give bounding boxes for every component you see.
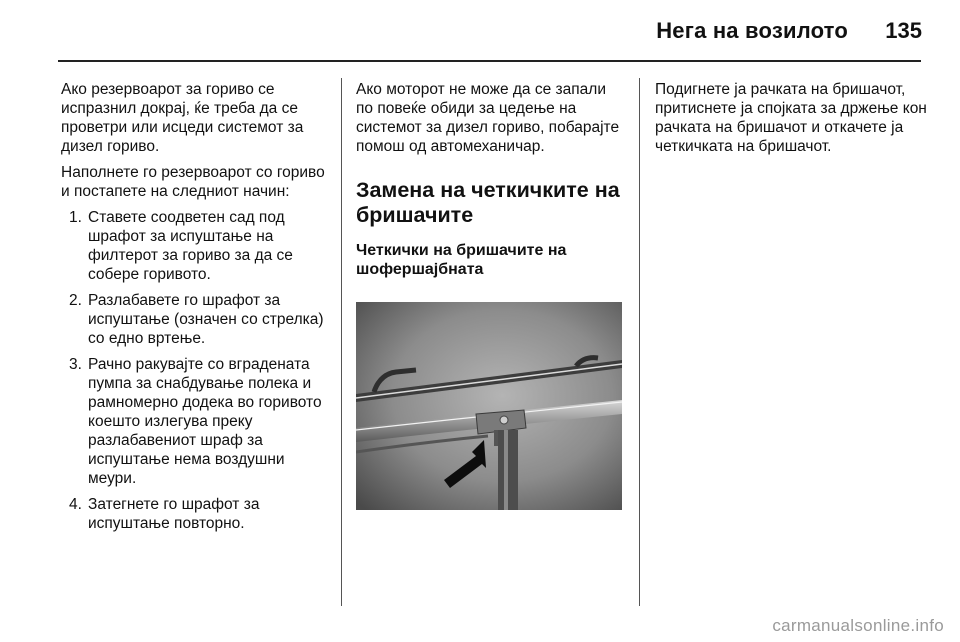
paragraph-fill-tank: Наполнете го резервоарот со гориво и постапете на следниот начин: bbox=[61, 164, 325, 200]
paragraph-remove-wiper-blade: Подигнете ја рачката на бришачот, притиснете ја спојката за држење кон рачката на бришачот и откачете ја четкичката на бришачот. bbox=[655, 81, 927, 155]
step-number: 3. bbox=[69, 356, 82, 373]
step-item bbox=[61, 208, 333, 284]
step-text: Ставете соодветен сад под шрафот за испуштање на филтерот за гориво за да се собере горивото. bbox=[88, 209, 293, 283]
text-column-right bbox=[655, 80, 930, 163]
step-number: 4. bbox=[69, 496, 82, 513]
step-item bbox=[61, 291, 333, 348]
page-number: 135 bbox=[885, 18, 922, 43]
step-text: Разлабавете го шрафот за испуштање (означен со стрелка) со едно вртење. bbox=[88, 292, 324, 347]
watermark: carmanualsonline.info bbox=[772, 616, 944, 635]
paragraph-empty-tank: Ако резервоарот за гориво се испразнил докрај, ќе треба да се проветри или исцеди системот за дизел гориво. bbox=[61, 81, 304, 155]
page-header-title: Нега на возилото bbox=[656, 18, 848, 43]
subsection-heading: Четкички на бришачите на шофершајбната bbox=[356, 242, 567, 278]
column-divider-right bbox=[639, 78, 640, 606]
step-text: Затегнете го шрафот за испуштање повторно. bbox=[88, 496, 260, 532]
step-text: Рачно ракувајте со вградената пумпа за снабдување полека и рамномерно додека во горивото коешто излегува преку разлабавениот шраф за испуштање нема воздушни меури. bbox=[88, 356, 322, 487]
step-item bbox=[61, 495, 333, 533]
procedure-steps-list bbox=[61, 208, 333, 533]
column-divider-left bbox=[341, 78, 342, 606]
section-heading: Замена на четкичките на бришачите bbox=[356, 178, 620, 227]
paragraph-engine-not-starting: Ако моторот не може да се запали по повеќе обиди за цедење на системот за дизел гориво, побарајте помош од автомеханичар. bbox=[356, 81, 620, 155]
header-rule bbox=[58, 60, 921, 62]
step-number: 1. bbox=[69, 209, 82, 226]
text-column-left bbox=[61, 80, 333, 540]
wiper-blade-photo bbox=[356, 302, 622, 510]
step-number: 2. bbox=[69, 292, 82, 309]
step-item bbox=[61, 355, 333, 488]
text-column-middle bbox=[356, 80, 626, 289]
